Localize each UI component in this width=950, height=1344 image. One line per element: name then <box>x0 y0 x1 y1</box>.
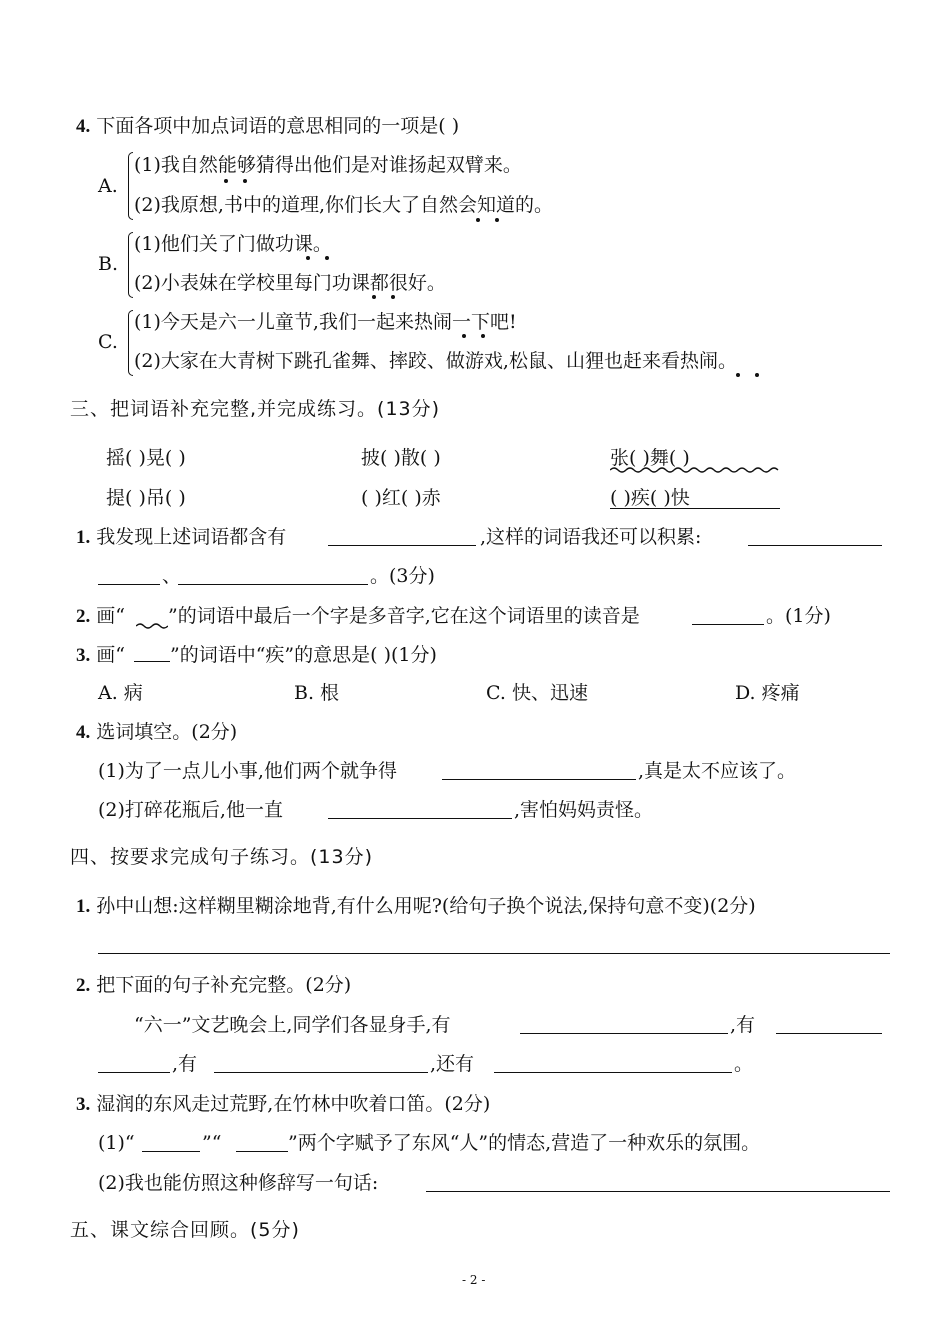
s4-q1-number: 1. <box>76 896 91 917</box>
s4-q2-text-b: ,有 <box>730 1014 756 1036</box>
s4-q2-number: 2. <box>76 975 91 996</box>
emphasis-dot <box>481 334 485 338</box>
s4-q1-text: 孙中山想:这样糊里糊涂地背,有什么用呢?(给句子换个说法,保持句意不变)(2分) <box>96 895 756 917</box>
s4-q3-s1b: ”“ <box>202 1132 222 1154</box>
answer-blank[interactable] <box>214 1072 428 1073</box>
option-a-sentence-2: (2)我原想,书中的道理,你们长大了自然会知道的。 <box>134 194 553 216</box>
section-5-title: 五、课文综合回顾。(5分) <box>70 1219 300 1241</box>
wavy-underline <box>610 466 780 474</box>
s3-q4-s1a: (1)为了一点儿小事,他们两个就争得 <box>98 760 397 782</box>
emphasis-dot <box>495 218 499 222</box>
word-item-wavy: 张( )舞( ) <box>610 447 690 469</box>
answer-blank[interactable] <box>236 1151 288 1152</box>
option-a-label: A. <box>98 175 118 197</box>
emphasis-dot <box>306 256 310 260</box>
s4-q2-stem: 把下面的句子补充完整。(2分) <box>96 974 352 996</box>
s3-q4 <box>76 720 237 745</box>
s3-q2-text-a: 画“ <box>96 605 126 627</box>
s3-q1 <box>76 525 286 550</box>
answer-blank[interactable] <box>98 584 160 585</box>
s3-q3-text-b: ”的词语中“疾”的意思是( )(1分) <box>170 644 437 666</box>
wavy-underline-sample <box>136 622 168 630</box>
s4-q3-s1a: (1)“ <box>98 1132 135 1154</box>
answer-blank[interactable] <box>178 584 368 585</box>
option-c-label: C. <box>98 331 118 353</box>
s3-q1-separator: 、 <box>162 565 182 587</box>
word-item: 披( )散( ) <box>361 447 441 469</box>
s4-q2-end: 。 <box>734 1053 754 1075</box>
s3-q4-s2a: (2)打碎花瓶后,他一直 <box>98 799 283 821</box>
answer-blank[interactable] <box>328 818 512 819</box>
s3-q2-text-b: ”的词语中最后一个字是多音字,它在这个词语里的读音是 <box>168 605 640 627</box>
option-b-sentence-2: (2)小表妹在学校里每门功课都很好。 <box>134 272 446 294</box>
s3-q4-s2b: ,害怕妈妈责怪。 <box>514 799 654 821</box>
emphasis-dot <box>476 218 480 222</box>
answer-blank[interactable] <box>142 1151 200 1152</box>
option-c-brace <box>128 310 133 376</box>
option-b-brace <box>128 232 133 298</box>
emphasis-dot <box>462 334 466 338</box>
s4-q2 <box>76 973 351 998</box>
answer-blank[interactable] <box>776 1033 882 1034</box>
option-a-sentence-1: (1)我自然能够猜得出他们是对谁扬起双臂来。 <box>134 154 522 176</box>
q4-number: 4. <box>76 116 91 137</box>
s4-q3-stem: 湿润的东风走过荒野,在竹林中吹着口笛。(2分) <box>96 1093 491 1115</box>
section-3-title: 三、把词语补充完整,并完成练习。(13分) <box>70 398 441 420</box>
s4-q2-text-c: ,有 <box>172 1053 198 1075</box>
s3-q4-number: 4. <box>76 722 91 743</box>
emphasis-dot <box>325 256 329 260</box>
word-item: 提( )吊( ) <box>106 487 186 509</box>
s3-q3-option-c: C. 快、迅速 <box>486 682 588 704</box>
s4-q3-number: 3. <box>76 1094 91 1115</box>
straight-underline <box>610 508 780 509</box>
s3-q2 <box>76 604 125 629</box>
s3-q1-number: 1. <box>76 527 91 548</box>
s3-q1-end: 。(3分) <box>370 565 435 587</box>
s3-q3-text-a: 画“ <box>96 644 126 666</box>
s3-q3-option-d: D. 疼痛 <box>735 682 800 704</box>
word-item: ( )红( )赤 <box>361 487 441 509</box>
option-a-brace <box>128 152 133 220</box>
answer-blank[interactable] <box>98 1072 170 1073</box>
option-b-label: B. <box>98 253 119 275</box>
emphasis-dot <box>372 295 376 299</box>
emphasis-dot <box>736 373 740 377</box>
s4-q3-s1c: ”两个字赋予了东风“人”的情态,营造了一种欢乐的氛围。 <box>288 1132 761 1154</box>
emphasis-dot <box>391 295 395 299</box>
answer-blank[interactable] <box>692 624 764 625</box>
word-item-underlined: ( )疾( )快 <box>610 487 690 509</box>
q4-block <box>76 114 459 139</box>
answer-blank[interactable] <box>442 779 636 780</box>
s3-q3-option-b: B. 根 <box>294 682 340 704</box>
s4-q3 <box>76 1092 490 1117</box>
option-b-sentence-1: (1)他们关了门做功课。 <box>134 233 332 255</box>
page-number: - 2 - <box>462 1273 486 1287</box>
emphasis-dot <box>224 179 228 183</box>
answer-blank[interactable] <box>748 545 882 546</box>
section-4-title: 四、按要求完成句子练习。(13分) <box>70 846 374 868</box>
answer-blank[interactable] <box>328 545 476 546</box>
s3-q1-text-b: ,这样的词语我还可以积累: <box>480 526 702 548</box>
s4-q1 <box>76 894 756 919</box>
s3-q2-end: 。(1分) <box>766 605 831 627</box>
answer-blank[interactable] <box>494 1072 732 1073</box>
answer-blank[interactable] <box>520 1033 728 1034</box>
s3-q3 <box>76 643 125 668</box>
s4-q2-text-a: “六一”文艺晚会上,同学们各显身手,有 <box>134 1014 451 1036</box>
answer-line[interactable] <box>426 1191 890 1192</box>
s3-q2-number: 2. <box>76 606 91 627</box>
q4-stem: 下面各项中加点词语的意思相同的一项是( ) <box>96 115 460 137</box>
emphasis-dot <box>243 179 247 183</box>
s3-q4-s1b: ,真是太不应该了。 <box>638 760 797 782</box>
option-c-sentence-1: (1)今天是六一儿童节,我们一起来热闹一下吧! <box>134 311 517 333</box>
s4-q2-text-d: ,还有 <box>430 1053 475 1075</box>
s4-q3-s2: (2)我也能仿照这种修辞写一句话: <box>98 1172 379 1194</box>
emphasis-dot <box>755 373 759 377</box>
word-item: 摇( )晃( ) <box>106 447 186 469</box>
straight-underline-sample <box>134 661 170 662</box>
s3-q4-stem: 选词填空。(2分) <box>96 721 238 743</box>
answer-line[interactable] <box>98 953 890 954</box>
s3-q3-option-a: A. 病 <box>98 682 143 704</box>
s3-q3-number: 3. <box>76 645 91 666</box>
option-c-sentence-2: (2)大家在大青树下跳孔雀舞、摔跤、做游戏,松鼠、山狸也赶来看热闹。 <box>134 350 737 372</box>
s3-q1-text-a: 我发现上述词语都含有 <box>96 526 287 548</box>
